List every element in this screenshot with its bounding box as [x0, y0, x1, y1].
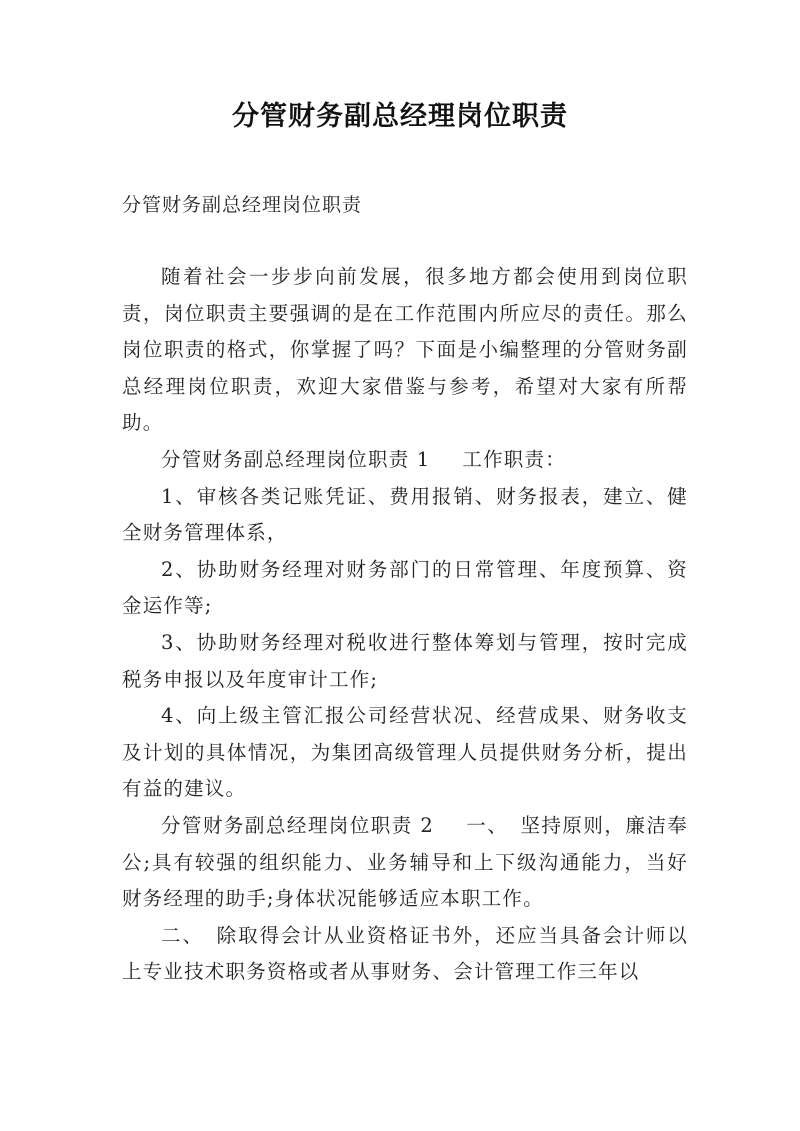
section2-paragraph-1: [122, 808, 688, 918]
document-title: 分管财务副总经理岗位职责: [232, 101, 568, 132]
duty-item-1: 1、审核各类记账凭证、费用报销、财务报表，建立、健全财务管理体系，: [122, 484, 688, 545]
document-subtitle: 分管财务副总经理岗位职责: [122, 194, 363, 216]
intro-paragraph: 随着社会一步步向前发展，很多地方都会使用到岗位职责，岗位职责主要强调的是在工作范围内所应尽的责任。那么岗位职责的格式，你掌握了吗？下面是小编整理的分管财务副总经理岗位职责，欢迎大家借鉴与参考，希望对大家有所帮助。: [122, 265, 688, 435]
section2-paragraph-2: [122, 918, 688, 991]
document-body: [122, 259, 688, 991]
section2-item2-label: 二、: [161, 923, 204, 947]
section2-item2-text: 除取得会计从业资格证书外，还应当具备会计师以上专业技术职务资格或者从事财务、会计管理工作三年以: [122, 923, 688, 984]
duty-item-3: 3、协助财务经理对税收进行整体筹划与管理，按时完成税务申报以及年度审计工作;: [122, 630, 688, 691]
duty-item-2: 2、协助财务经理对财务部门的日常管理、年度预算、资金运作等;: [122, 557, 688, 618]
section1-heading: 分管财务副总经理岗位职责 1: [161, 447, 431, 471]
section1-label: 工作职责：: [462, 447, 566, 471]
duty-item-4: 4、向上级主管汇报公司经营状况、经营成果、财务收支及计划的具体情况，为集团高级管理人员提供财务分析，提出有益的建议。: [122, 704, 688, 801]
section1-heading-line: [122, 442, 688, 479]
section2-item1-text: 坚持原则，廉洁奉公;具有较强的组织能力、业务辅导和上下级沟通能力，当好财务经理的助手;身体状况能够适应本职工作。: [122, 813, 688, 911]
section2-heading: 分管财务副总经理岗位职责 2: [161, 813, 434, 837]
section2-item1-label: 一、: [465, 813, 509, 837]
